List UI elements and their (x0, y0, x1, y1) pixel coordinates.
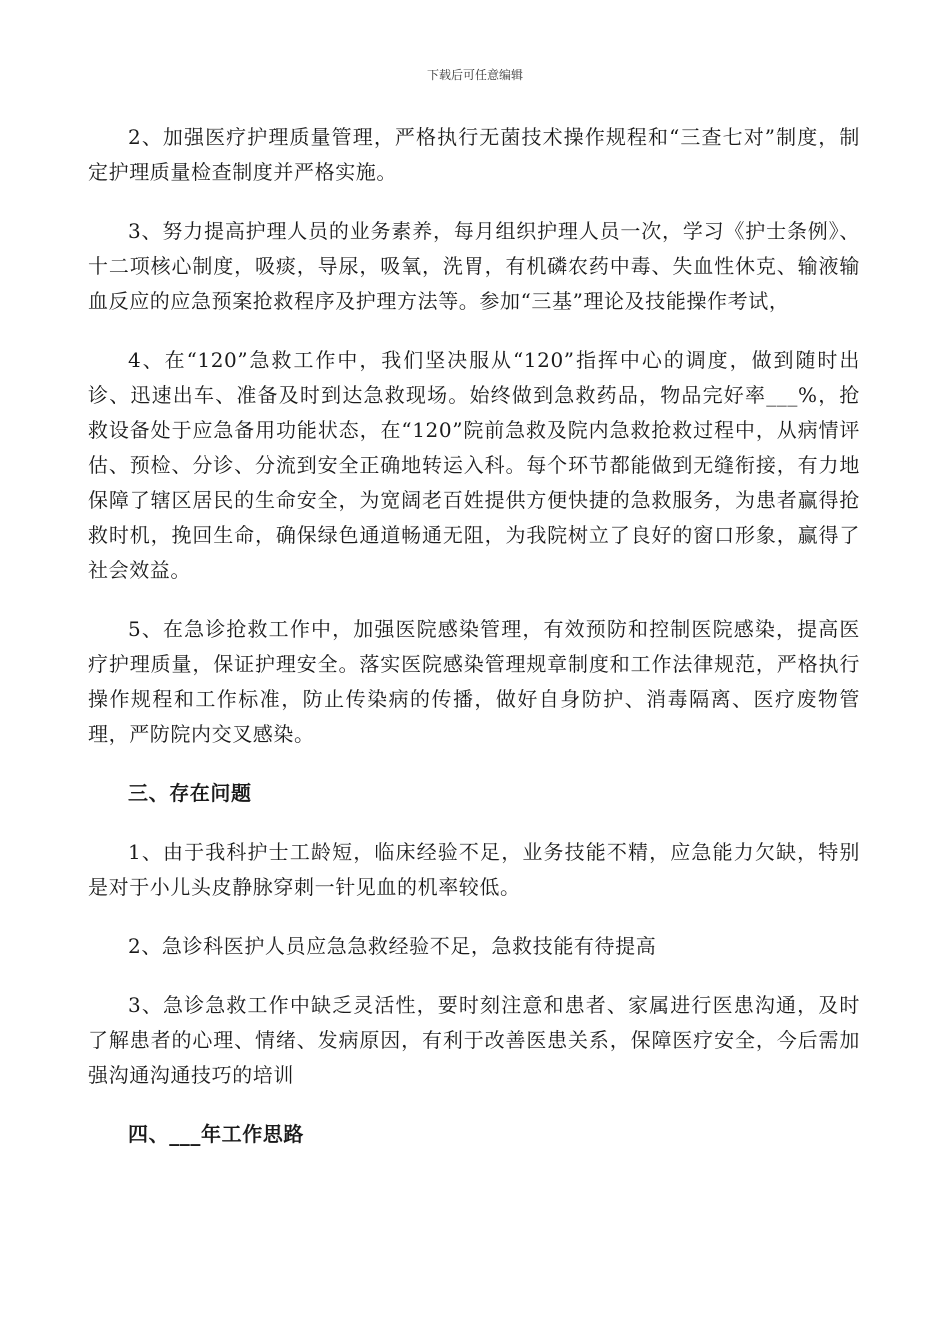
paragraph-problem-2: 2、急诊科医护人员应急急救经验不足，急救技能有待提高 (128, 934, 657, 958)
paragraph-infection-control: 5、在急诊抢救工作中，加强医院感染管理，有效预防和控制医院感染，提高医疗护理质量，保证护理安全。落实医院感染管理规章制度和工作法律规范，严格执行操作规程和工作标准，防止传染病的传播，做好自身防护、消毒隔离、医疗废物管理，严防院内交叉感染。 (88, 617, 860, 746)
section-heading-work-plan: 四、___年工作思路 (128, 1122, 304, 1146)
paragraph-quality-management: 2、加强医疗护理质量管理，严格执行无菌技术操作规程和“三查七对”制度，制定护理质量检查制度并严格实施。 (88, 125, 860, 184)
document-body (88, 120, 860, 1176)
header-note: 下载后可任意编辑 (426, 68, 523, 82)
paragraph-problem-3: 3、急诊急救工作中缺乏灵活性，要时刻注意和患者、家属进行医患沟通，及时了解患者的心理、情绪、发病原因，有利于改善医患关系，保障医疗安全，今后需加强沟通沟通技巧的培训 (88, 993, 860, 1087)
paragraph-problem-1: 1、由于我科护士工龄短，临床经验不足，业务技能不精，应急能力欠缺，特别是对于小儿头皮静脉穿刺一针见血的机率较低。 (88, 840, 860, 899)
section-heading-problems: 三、存在问题 (128, 781, 252, 805)
paragraph-120-emergency: 4、在“120”急救工作中，我们坚决服从“120”指挥中心的调度，做到随时出诊、迅速出车、准备及时到达急救现场。始终做到急救药品，物品完好率___%，抢救设备处于应急备用功能状态，在“120”院前急救及院内急救抢救过程中，从病情评估、预检、分诊、分流到安全正确地转运入科。每个环节都能做到无缝衔接，有力地保障了辖区居民的生命安全，为宽阔老百姓提供方便快捷的急救服务，为患者赢得抢救时机，挽回生命，确保绿色通道畅通无阻，为我院树立了良好的窗口形象，赢得了社会效益。 (88, 348, 860, 582)
paragraph-staff-training: 3、努力提高护理人员的业务素养，每月组织护理人员一次，学习《护士条例》、十二项核心制度，吸痰，导尿，吸氧，洗胃，有机磷农药中毒、失血性休克、输液输血反应的应急预案抢救程序及护理方法等。参加“三基”理论及技能操作考试， (88, 219, 860, 313)
